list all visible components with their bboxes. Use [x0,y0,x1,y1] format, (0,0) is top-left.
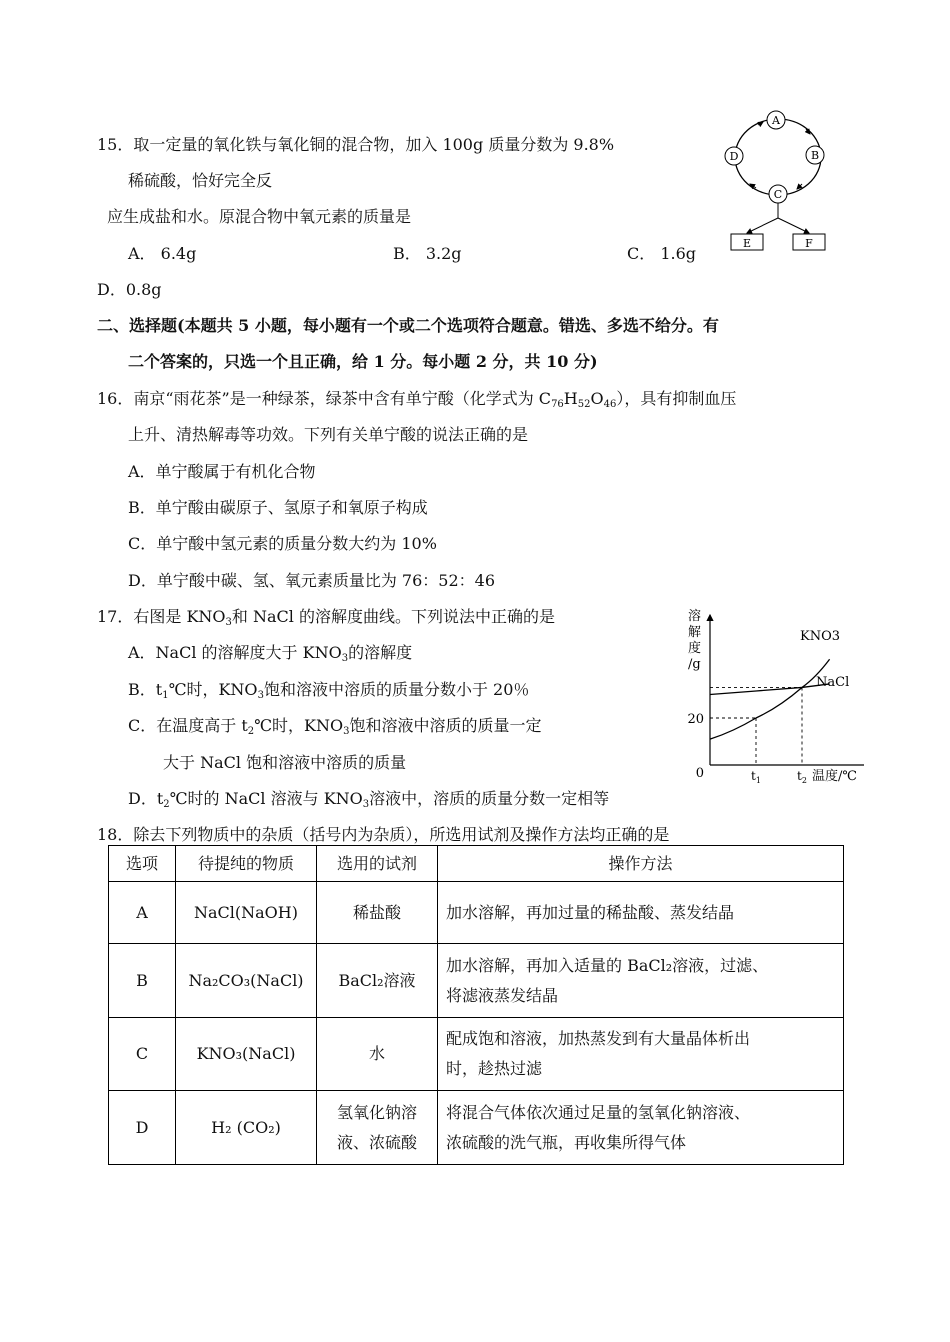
y-tick-20: 20 [687,712,704,727]
node-b-label: B [810,149,820,162]
y-axis-label-1: 溶 [688,609,702,624]
table-row [109,882,844,944]
q17-d-sub3: 3 [362,799,370,810]
row-d-method-line2: 浓硫酸的洗气瓶，再收集所得气体 [446,1132,687,1152]
row-b-option: B [109,944,176,1018]
row-c-substance: KNO₃(NaCl) [176,1018,317,1091]
row-a-method: 加水溶解，再加过量的稀盐酸、蒸发结晶 [438,882,844,944]
cycle-diagram [718,105,838,255]
x-tick-t1: $t_1$ [751,769,761,785]
row-d-substance: H₂ (CO₂) [176,1091,317,1165]
q17-b-sub3: 3 [257,690,264,701]
q16-line2: 上升、清热解毒等功效。下列有关单宁酸的说法正确的是 [128,425,529,444]
q17-a-start: A．NaCl 的溶解度大于 KNO [128,643,342,662]
q17-b-sub1: 1 [162,690,169,701]
legend-kno3: KNO3 [800,629,841,644]
q15-line1: 15．取一定量的氧化铁与氧化铜的混合物，加入 100g 质量分数为 9.8% [97,135,615,154]
x-axis-label: 温度/℃ [812,769,857,784]
y-axis-label-3: 度 [688,641,702,656]
q17-c-2: ℃时，KNO [254,716,344,735]
q16-line1-start: 16．南京“雨花茶”是一种绿茶，绿茶中含有单宁酸（化学式为 C [97,389,552,408]
arrow-c-e [747,218,778,233]
q17-a-sub: 3 [341,653,349,664]
q16-sub-h: 52 [577,399,591,410]
q17-option-c [128,716,542,736]
q17-c-sub3: 3 [343,726,350,737]
q17-line1-end: 和 NaCl 的溶解度曲线。下列说法中正确的是 [231,607,555,626]
q17-d-sub2: 2 [163,799,170,810]
q16-o: O [590,389,604,408]
q16-option-d: D．单宁酸中碳、氢、氧元素质量比为 76：52：46 [128,571,495,590]
node-d-label: D [729,150,739,163]
q16-line1-end: ），具有抑制血压 [616,389,737,408]
series-line-kno3 [710,659,830,739]
q17-option-a [128,643,412,663]
q15-option-d: D．0.8g [97,280,162,299]
q17-b-2: ℃时，KNO [168,680,258,699]
row-c-option: C [109,1018,176,1091]
q17-c-sub2: 2 [247,726,255,737]
q18-title: 18．除去下列物质中的杂质（括号内为杂质），所选用试剂及操作方法均正确的是 [97,825,670,844]
q15-option-b: B． 3.2g [393,244,462,263]
header-option: 选项 [109,846,176,882]
row-b-substance: Na₂CO₃(NaCl) [176,944,317,1018]
legend-nacl: NaCl [816,675,850,690]
header-substance: 待提纯的物质 [176,846,317,882]
q17-option-b [128,680,529,700]
q16-line1 [97,389,736,409]
q15-line3: 应生成盐和水。原混合物中氧元素的质量是 [107,207,412,226]
section2-line2: 二个答案的，只选一个且正确，给 1 分。每小题 2 分，共 10 分) [128,352,598,371]
header-reagent: 选用的试剂 [317,846,438,882]
q15-option-c: C． 1.6g [627,244,697,263]
y-axis-label-4: /g [688,657,701,672]
row-b-reagent: BaCl₂溶液 [317,944,438,1018]
q16-sub-o: 46 [603,399,617,410]
q17-option-c-line2: 大于 NaCl 饱和溶液中溶质的质量 [163,753,407,772]
q16-option-c: C．单宁酸中氢元素的质量分数大约为 10% [128,534,437,553]
row-a-reagent: 稀盐酸 [317,882,438,944]
q17-d-2: ℃时的 NaCl 溶液与 KNO [169,789,363,808]
node-e-label: E [742,237,752,250]
header-method: 操作方法 [438,846,844,882]
row-a-substance: NaCl(NaOH) [176,882,317,944]
y-axis-label-2: 解 [688,625,702,640]
q16-h: H [563,389,578,408]
series-line-nacl [710,684,830,695]
row-c-reagent: 水 [317,1018,438,1091]
q17-b-1: B．t [128,680,163,699]
q17-a-end: 的溶解度 [348,643,413,662]
q17-b-3: 饱和溶液中溶质的质量分数小于 20％ [263,680,530,699]
row-b-method-line2: 将滤液蒸发结晶 [446,985,559,1005]
table-row [109,1018,844,1091]
table-row [109,1091,844,1165]
row-c-method [438,1018,844,1091]
q17-line1 [97,607,555,627]
node-c-label: C [773,188,783,201]
node-f-label: F [805,237,813,250]
row-d-reagent-line1: 氢氧化钠溶 [336,1102,417,1122]
node-a-label: A [772,114,780,127]
arrow-c-f [778,218,809,233]
row-d-method-line1: 将混合气体依次通过足量的氢氧化钠溶液、 [446,1102,751,1122]
row-c-method-line2: 时，趁热过滤 [446,1059,543,1078]
row-a-option: A [109,882,176,944]
row-d-reagent-line2: 液、浓硫酸 [336,1132,417,1152]
q16-sub-c: 76 [551,399,564,410]
row-c-method-line1: 配成饱和溶液，加热蒸发到有大量晶体析出 [446,1029,751,1048]
q17-line1-start: 17．右图是 KNO [97,607,226,626]
arrow-b-c [797,184,802,189]
q17-d-3: 溶液中，溶质的质量分数一定相等 [369,789,610,808]
row-d-reagent [317,1091,438,1165]
table-header-row [109,846,844,882]
row-d-method [438,1091,844,1165]
row-b-method [438,944,844,1018]
q17-c-3: 饱和溶液中溶质的质量一定 [349,716,542,735]
q15-option-a: A． 6.4g [128,244,197,263]
q18-table [108,845,844,1165]
row-d-option: D [109,1091,176,1165]
solubility-chart [682,605,872,785]
q17-option-d [128,789,609,809]
q16-option-a: A．单宁酸属于有机化合物 [128,462,316,481]
table-row [109,944,844,1018]
q16-option-b: B．单宁酸由碳原子、氢原子和氧原子构成 [128,498,428,517]
q17-d-1: D．t [128,789,164,808]
q17-sub: 3 [225,617,232,628]
origin-label: 0 [695,766,704,781]
row-b-method-line1: 加水溶解，再加入适量的 BaCl₂溶液，过滤、 [446,955,769,975]
section2-line1: 二、选择题(本题共 5 小题，每小题有一个或二个选项符合题意。错选、多选不给分。有 [97,316,719,335]
q17-c-1: C．在温度高于 t [128,716,248,735]
x-tick-t2: $t_2$ [797,769,807,785]
q15-line2: 稀硫酸，恰好完全反 [128,171,273,190]
